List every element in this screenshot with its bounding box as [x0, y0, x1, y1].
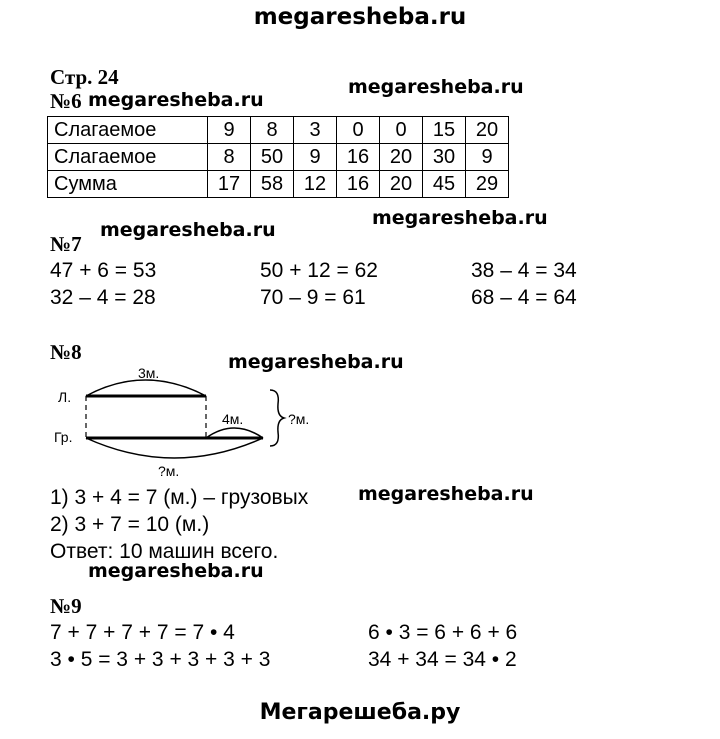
table-cell: 58 — [251, 171, 294, 198]
table-row-label: Сумма — [48, 171, 208, 198]
site-header: megaresheba.ru — [253, 4, 467, 30]
brace — [270, 390, 284, 446]
equation: 70 – 9 = 61 — [260, 286, 366, 309]
label-extra: 4м. — [222, 411, 244, 427]
table-cell: 0 — [337, 117, 380, 144]
task9-title: №9 — [50, 594, 82, 618]
equation: 32 – 4 = 28 — [50, 286, 156, 309]
page-label: Стр. 24 — [50, 65, 119, 89]
site-footer: Мегарешеба.ру — [259, 700, 461, 725]
table-row — [48, 144, 509, 171]
solution-line: 1) 3 + 4 = 7 (м.) – грузовых — [50, 486, 309, 509]
table-cell: 8 — [208, 144, 251, 171]
table-cell: 15 — [423, 117, 466, 144]
equation: 7 + 7 + 7 + 7 = 7 • 4 — [50, 621, 235, 644]
equation: 6 • 3 = 6 + 6 + 6 — [368, 621, 518, 644]
table-row-label: Слагаемое — [48, 144, 208, 171]
table-cell: 30 — [423, 144, 466, 171]
table-row — [48, 117, 509, 144]
answer-line: Ответ: 10 машин всего. — [50, 540, 279, 563]
equation: 50 + 12 = 62 — [260, 259, 378, 282]
sum-table — [47, 116, 509, 198]
label-top: 3м. — [138, 365, 160, 381]
table-cell: 9 — [294, 144, 337, 171]
table-cell: 12 — [294, 171, 337, 198]
equation: 47 + 6 = 53 — [50, 259, 157, 282]
table-row — [48, 171, 509, 198]
table-cell: 9 — [208, 117, 251, 144]
label-total-right: ?м. — [288, 411, 310, 427]
bottom-arc — [86, 438, 263, 458]
vehicle-diagram — [48, 360, 338, 480]
table-cell: 20 — [380, 144, 423, 171]
table-cell: 50 — [251, 144, 294, 171]
label-gr: Гр. — [54, 429, 73, 445]
table-cell: 20 — [466, 117, 509, 144]
watermark: megaresheba.ru — [228, 351, 404, 373]
label-total-bottom: ?м. — [158, 463, 180, 479]
watermark: megaresheba.ru — [88, 560, 264, 582]
equation: 68 – 4 = 64 — [471, 286, 577, 309]
task7-title: №7 — [50, 232, 82, 256]
table-cell: 9 — [466, 144, 509, 171]
table-cell: 45 — [423, 171, 466, 198]
table-cell: 16 — [337, 171, 380, 198]
table-cell: 17 — [208, 171, 251, 198]
table-row-label: Слагаемое — [48, 117, 208, 144]
table-cell: 3 — [294, 117, 337, 144]
equation: 34 + 34 = 34 • 2 — [368, 648, 517, 671]
top-arc — [86, 380, 206, 396]
task6-title: №6 — [50, 89, 82, 113]
watermark: megaresheba.ru — [358, 483, 534, 505]
watermark: megaresheba.ru — [372, 207, 548, 229]
equation: 38 – 4 = 34 — [471, 259, 577, 282]
watermark: megaresheba.ru — [100, 219, 276, 241]
table-cell: 8 — [251, 117, 294, 144]
equation: 3 • 5 = 3 + 3 + 3 + 3 + 3 — [50, 648, 271, 671]
task8-title: №8 — [50, 340, 82, 364]
watermark: megaresheba.ru — [88, 89, 264, 111]
table-cell: 0 — [380, 117, 423, 144]
table-cell: 16 — [337, 144, 380, 171]
watermark: megaresheba.ru — [348, 76, 524, 98]
solution-line: 2) 3 + 7 = 10 (м.) — [50, 513, 210, 536]
table-cell: 20 — [380, 171, 423, 198]
label-l: Л. — [58, 389, 72, 405]
table-cell: 29 — [466, 171, 509, 198]
